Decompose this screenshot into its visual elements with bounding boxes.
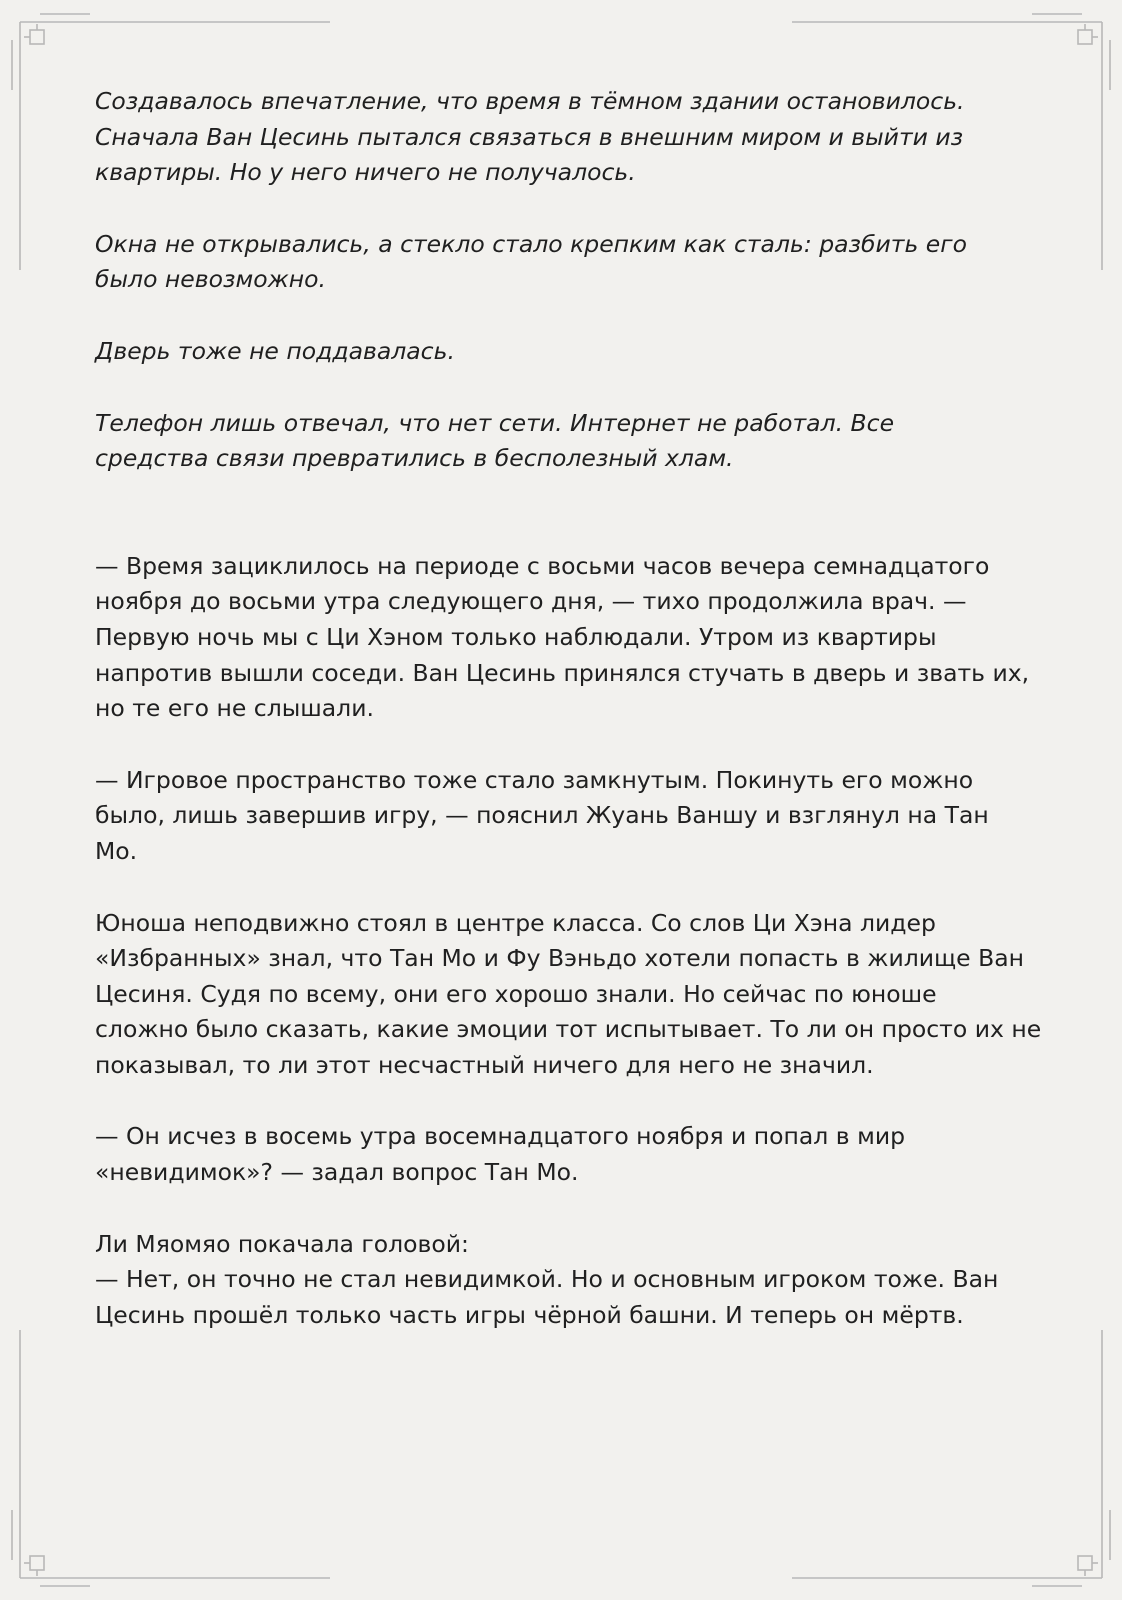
text-line: было, лишь завершив игру, — пояснил Жуань Ваншу и взглянул на Тан <box>95 801 989 830</box>
text-line: средства связи превратились в бесполезный хлам. <box>95 444 734 473</box>
italic-paragraph-4 <box>95 406 1030 477</box>
text-line: «невидимок»? — задал вопрос Тан Мо. <box>95 1158 579 1187</box>
text-line: Первую ночь мы с Ци Хэном только наблюдали. Утром из квартиры <box>95 622 937 651</box>
text-line: ноября до восьми утра следующего дня, — тихо продолжила врач. — <box>95 587 967 616</box>
text-line: Телефон лишь отвечал, что нет сети. Интернет не работал. Все <box>95 408 895 437</box>
italic-paragraph-1 <box>95 84 1030 191</box>
text-line: Юноша неподвижно стоял в центре класса. Со слов Ци Хэна лидер <box>95 908 936 937</box>
paragraph-3 <box>95 906 1042 1084</box>
text-line: — Он исчез в восемь утра восемнадцатого ноября и попал в мир <box>95 1122 906 1151</box>
text-line: сложно было сказать, какие эмоции тот испытывает. То ли он просто их не <box>95 1015 1042 1044</box>
text-line: Цесинь прошёл только часть игры чёрной башни. И теперь он мёртв. <box>95 1300 964 1329</box>
text-line: — Нет, он точно не стал невидимкой. Но и основным игроком тоже. Ван <box>95 1265 999 1294</box>
paragraph-5 <box>95 1227 1030 1334</box>
paragraph-1 <box>95 549 1030 727</box>
text-line: квартиры. Но у него ничего не получалось. <box>95 158 636 187</box>
italic-paragraph-2 <box>95 227 1030 298</box>
paragraph-4 <box>95 1119 1030 1190</box>
corner-ornament-bottom-right <box>792 1330 1110 1586</box>
text-line: Ли Мяомяо покачала головой: <box>95 1229 469 1258</box>
text-line: «Избранных» знал, что Тан Мо и Фу Вэньдо хотели попасть в жилище Ван <box>95 944 1024 973</box>
text-line: показывал, то ли этот несчастный ничего для него не значил. <box>95 1050 874 1079</box>
text-line: Дверь тоже не поддавалась. <box>95 336 455 365</box>
document-body <box>95 84 1042 1333</box>
corner-ornament-bottom-left <box>12 1330 330 1586</box>
text-line: Цесиня. Судя по всему, они его хорошо знали. Но сейчас по юноше <box>95 979 937 1008</box>
text-line: Сначала Ван Цесинь пытался связаться в внешним миром и выйти из <box>95 122 964 151</box>
text-line: Окна не открывались, а стекло стало крепким как сталь: разбить его <box>95 229 967 258</box>
text-line: Создавалось впечатление, что время в тёмном здании остановилось. <box>95 87 965 115</box>
text-line: Мо. <box>95 836 138 865</box>
text-line: напротив вышли соседи. Ван Цесинь принялся стучать в дверь и звать их, <box>95 658 1030 687</box>
text-line: — Время зациклилось на периоде с восьми часов вечера семнадцатого <box>95 551 990 580</box>
text-line: было невозможно. <box>95 265 326 294</box>
paragraph-2 <box>95 763 1030 870</box>
text-line: — Игровое пространство тоже стало замкнутым. Покинуть его можно <box>95 765 974 794</box>
text-line: но те его не слышали. <box>95 694 374 723</box>
italic-paragraph-3 <box>95 334 1030 370</box>
